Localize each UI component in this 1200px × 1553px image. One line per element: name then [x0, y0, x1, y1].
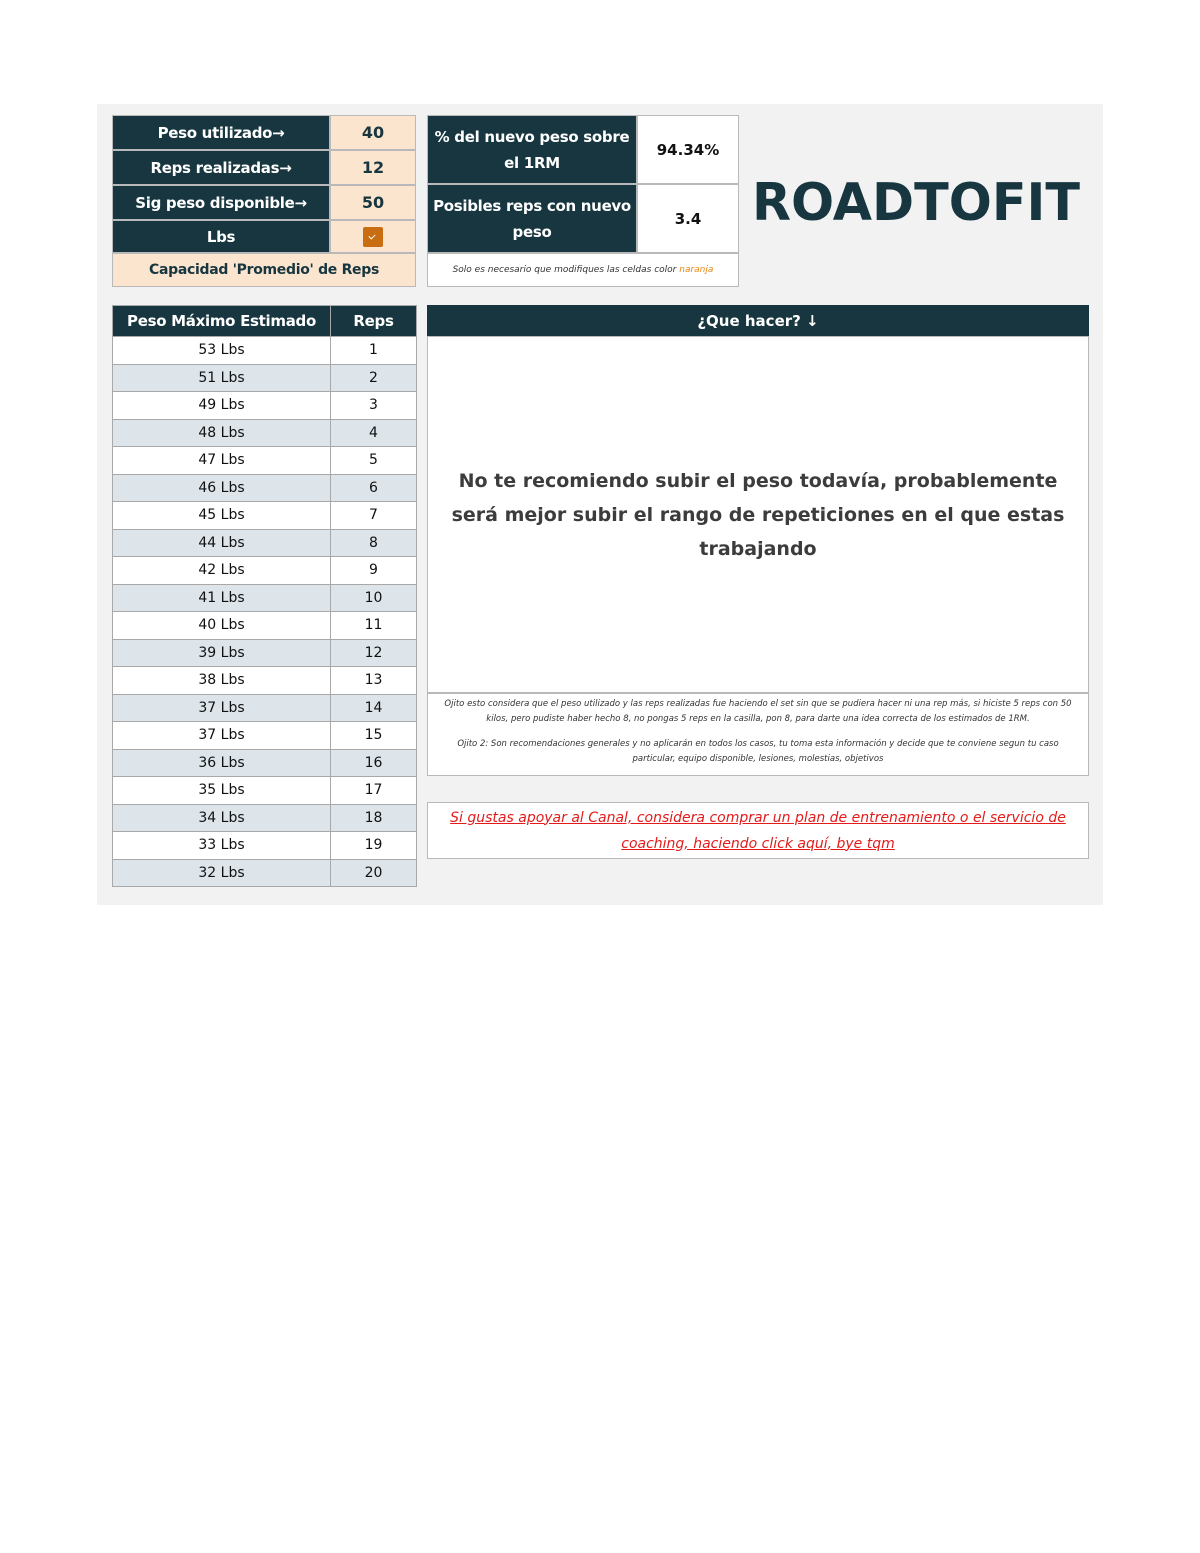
estimated-weight-cell: 47 Lbs — [113, 447, 331, 475]
next-weight-input[interactable]: 50 — [330, 185, 416, 220]
reps-cell: 16 — [331, 749, 417, 777]
reps-cell: 12 — [331, 639, 417, 667]
table-row — [113, 474, 417, 502]
estimated-weight-cell: 38 Lbs — [113, 667, 331, 695]
reps-cell: 17 — [331, 777, 417, 805]
table-row — [113, 584, 417, 612]
estimated-weight-cell: 37 Lbs — [113, 722, 331, 750]
header-estimated-weight: Peso Máximo Estimado — [113, 306, 331, 337]
estimated-weight-cell: 48 Lbs — [113, 419, 331, 447]
estimated-weight-cell: 39 Lbs — [113, 639, 331, 667]
orange-cells-note — [427, 253, 739, 287]
estimated-weight-cell: 32 Lbs — [113, 859, 331, 887]
table-row — [113, 502, 417, 530]
estimated-weight-cell: 53 Lbs — [113, 337, 331, 365]
table-row — [113, 639, 417, 667]
reps-cell: 1 — [331, 337, 417, 365]
estimated-weight-cell: 40 Lbs — [113, 612, 331, 640]
note-prefix: Solo es necesario que modifiques las celdas color — [452, 265, 677, 275]
reps-cell: 7 — [331, 502, 417, 530]
reps-cell: 5 — [331, 447, 417, 475]
table-row — [113, 392, 417, 420]
estimated-weight-cell: 45 Lbs — [113, 502, 331, 530]
pct-1rm-label: % del nuevo peso sobre el 1RM — [427, 115, 637, 184]
table-row — [113, 832, 417, 860]
advice-header: ¿Que hacer? ↓ — [427, 305, 1089, 336]
estimated-weight-cell: 46 Lbs — [113, 474, 331, 502]
table-row — [113, 694, 417, 722]
table-row — [113, 419, 417, 447]
table-row — [113, 804, 417, 832]
possible-reps-label: Posibles reps con nuevo peso — [427, 184, 637, 253]
estimated-max-table — [112, 305, 417, 887]
table-row — [113, 749, 417, 777]
note-2: Ojito 2: Son recomendaciones generales y no aplicarán en todos los casos, tu toma esta información y decide que te conviene segun tu caso particular, equipo disponible, lesiones, molestias, objetivos — [457, 739, 1059, 764]
promo-link[interactable]: Si gustas apoyar al Canal, considera comprar un plan de entrenamiento o el servicio de coaching, haciendo click aquí, bye tqm — [450, 809, 1066, 852]
estimated-weight-cell: 37 Lbs — [113, 694, 331, 722]
table-row — [113, 612, 417, 640]
unit-dropdown[interactable] — [330, 220, 416, 253]
weight-used-input[interactable]: 40 — [330, 115, 416, 150]
table-row — [113, 337, 417, 365]
reps-done-input[interactable]: 12 — [330, 150, 416, 185]
table-row — [113, 722, 417, 750]
table-row — [113, 859, 417, 887]
estimated-weight-cell: 36 Lbs — [113, 749, 331, 777]
table-row — [113, 777, 417, 805]
next-weight-label: Sig peso disponible→ — [112, 185, 330, 220]
reps-cell: 15 — [331, 722, 417, 750]
roadtofit-logo — [752, 175, 1082, 227]
advice-message: No te recomiendo subir el peso todavía, probablemente será mejor subir el rango de repeticiones en el que estas trabajando — [451, 469, 1065, 560]
reps-cell: 13 — [331, 667, 417, 695]
reps-cell: 11 — [331, 612, 417, 640]
estimated-weight-cell: 34 Lbs — [113, 804, 331, 832]
estimated-weight-cell: 41 Lbs — [113, 584, 331, 612]
unit-label: Lbs — [112, 220, 330, 253]
reps-cell: 4 — [331, 419, 417, 447]
estimated-weight-cell: 44 Lbs — [113, 529, 331, 557]
reps-cell: 6 — [331, 474, 417, 502]
pct-1rm-value: 94.34% — [637, 115, 739, 184]
estimated-weight-cell: 33 Lbs — [113, 832, 331, 860]
reps-cell: 9 — [331, 557, 417, 585]
estimated-weight-cell: 51 Lbs — [113, 364, 331, 392]
weight-used-label: Peso utilizado→ — [112, 115, 330, 150]
capacity-label: Capacidad 'Promedio' de Reps — [112, 253, 416, 287]
reps-cell: 18 — [331, 804, 417, 832]
notes-box — [427, 693, 1089, 776]
note-highlight: naranja — [679, 265, 714, 275]
estimated-weight-cell: 49 Lbs — [113, 392, 331, 420]
reps-cell: 3 — [331, 392, 417, 420]
table-row — [113, 557, 417, 585]
dropdown-arrow-icon[interactable] — [363, 227, 383, 247]
note-1: Ojito esto considera que el peso utilizado y las reps realizadas fue haciendo el set sin que se pudiera hacer ni una rep más, si hiciste 5 reps con 50 kilos, pero pudiste haber hecho 8, no pongas 5 reps en la casilla, pon 8, para darte una idea correcta de los estimados de 1RM. — [444, 699, 1072, 724]
table-row — [113, 529, 417, 557]
advice-box — [427, 336, 1089, 693]
reps-cell: 2 — [331, 364, 417, 392]
estimated-weight-cell: 35 Lbs — [113, 777, 331, 805]
table-row — [113, 447, 417, 475]
reps-cell: 10 — [331, 584, 417, 612]
reps-done-label: Reps realizadas→ — [112, 150, 330, 185]
estimated-weight-cell: 42 Lbs — [113, 557, 331, 585]
table-body — [113, 337, 417, 887]
reps-cell: 19 — [331, 832, 417, 860]
reps-cell: 20 — [331, 859, 417, 887]
logo-image — [752, 175, 1082, 227]
header-reps: Reps — [331, 306, 417, 337]
possible-reps-value: 3.4 — [637, 184, 739, 253]
logo-text: ROADTOFIT — [752, 175, 1081, 227]
table-row — [113, 667, 417, 695]
reps-cell: 8 — [331, 529, 417, 557]
table-row — [113, 364, 417, 392]
promo-box — [427, 802, 1089, 859]
reps-cell: 14 — [331, 694, 417, 722]
